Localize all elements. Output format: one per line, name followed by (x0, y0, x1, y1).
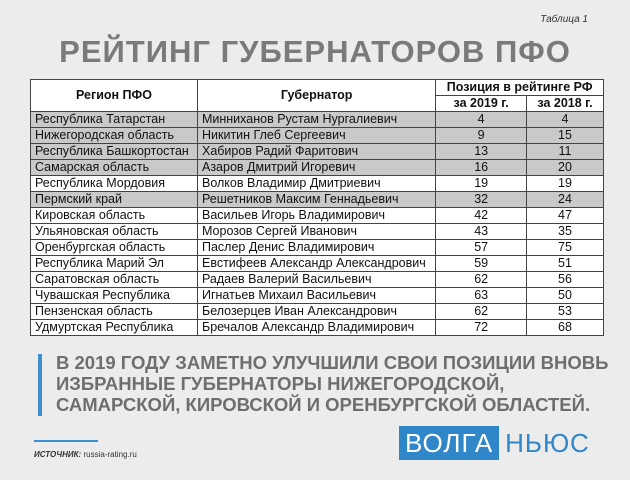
cell-governor: Белозерцев Иван Александрович (197, 304, 435, 320)
source-divider (34, 440, 98, 442)
cell-governor: Решетников Максим Геннадьевич (197, 192, 435, 208)
cell-2019: 42 (436, 208, 527, 224)
header-governor: Губернатор (197, 80, 435, 112)
cell-2018: 19 (527, 176, 604, 192)
cell-2019: 57 (436, 240, 527, 256)
table-row (31, 320, 604, 336)
cell-region: Оренбургская область (31, 240, 198, 256)
cell-governor: Минниханов Рустам Нургалиевич (197, 112, 435, 128)
cell-region: Ульяновская область (31, 224, 198, 240)
table-row (31, 272, 604, 288)
cell-governor: Паслер Денис Владимирович (197, 240, 435, 256)
cell-2018: 68 (527, 320, 604, 336)
cell-2018: 56 (527, 272, 604, 288)
cell-region: Республика Башкортостан (31, 144, 198, 160)
cell-region: Нижегородская область (31, 128, 198, 144)
cell-2018: 24 (527, 192, 604, 208)
table-row (31, 160, 604, 176)
cell-2018: 20 (527, 160, 604, 176)
cell-2019: 63 (436, 288, 527, 304)
cell-2019: 4 (436, 112, 527, 128)
cell-governor: Никитин Глеб Сергеевич (197, 128, 435, 144)
cell-2019: 62 (436, 304, 527, 320)
source-credit (34, 450, 137, 459)
source-label: ИСТОЧНИК: (34, 450, 82, 459)
cell-region: Самарская область (31, 160, 198, 176)
cell-2019: 59 (436, 256, 527, 272)
table-row (31, 176, 604, 192)
cell-region: Республика Татарстан (31, 112, 198, 128)
cell-2018: 47 (527, 208, 604, 224)
cell-region: Саратовская область (31, 272, 198, 288)
table-row (31, 224, 604, 240)
cell-region: Республика Мордовия (31, 176, 198, 192)
note-accent-bar (38, 354, 42, 416)
header-year-2019: за 2019 г. (436, 96, 527, 112)
cell-governor: Бречалов Александр Владимирович (197, 320, 435, 336)
cell-governor: Азаров Дмитрий Игоревич (197, 160, 435, 176)
cell-2018: 53 (527, 304, 604, 320)
cell-governor: Волков Владимир Дмитриевич (197, 176, 435, 192)
cell-region: Пензенская область (31, 304, 198, 320)
summary-note: В 2019 ГОДУ ЗАМЕТНО УЛУЧШИЛИ СВОИ ПОЗИЦИИ ВНОВЬ ИЗБРАННЫЕ ГУБЕРНАТОРЫ НИЖЕГОРОДСКОЙ, САМАРСКОЙ, КИРОВСКОЙ И ОРЕНБУРГСКОЙ ОБЛАСТЕЙ. (56, 352, 609, 415)
cell-governor: Радаев Валерий Васильевич (197, 272, 435, 288)
rating-table (30, 79, 604, 336)
cell-2018: 4 (527, 112, 604, 128)
table-row (31, 128, 604, 144)
table-row (31, 112, 604, 128)
cell-region: Удмуртская Республика (31, 320, 198, 336)
table-row (31, 240, 604, 256)
cell-2019: 72 (436, 320, 527, 336)
cell-2019: 19 (436, 176, 527, 192)
cell-governor: Игнатьев Михаил Васильевич (197, 288, 435, 304)
cell-2019: 16 (436, 160, 527, 176)
cell-2018: 11 (527, 144, 604, 160)
cell-governor: Хабиров Радий Фаритович (197, 144, 435, 160)
cell-region: Республика Марий Эл (31, 256, 198, 272)
logo-part-volga: ВОЛГА (399, 426, 499, 460)
header-year-2018: за 2018 г. (527, 96, 604, 112)
table-row (31, 288, 604, 304)
source-value: russia-rating.ru (83, 450, 137, 459)
table-row (31, 144, 604, 160)
cell-2019: 32 (436, 192, 527, 208)
cell-2018: 51 (527, 256, 604, 272)
cell-region: Кировская область (31, 208, 198, 224)
table-row (31, 208, 604, 224)
cell-region: Пермский край (31, 192, 198, 208)
cell-governor: Морозов Сергей Иванович (197, 224, 435, 240)
cell-2018: 50 (527, 288, 604, 304)
table-number-label: Таблица 1 (540, 14, 588, 25)
header-position: Позиция в рейтинге РФ (436, 80, 604, 96)
cell-2018: 35 (527, 224, 604, 240)
cell-2019: 13 (436, 144, 527, 160)
cell-governor: Васильев Игорь Владимирович (197, 208, 435, 224)
table-row (31, 256, 604, 272)
logo-part-news: НЬЮС (505, 428, 590, 458)
cell-2019: 9 (436, 128, 527, 144)
page-title: РЕЙТИНГ ГУБЕРНАТОРОВ ПФО (59, 34, 571, 69)
cell-region: Чувашская Республика (31, 288, 198, 304)
cell-governor: Евстифеев Александр Александрович (197, 256, 435, 272)
cell-2018: 15 (527, 128, 604, 144)
cell-2018: 75 (527, 240, 604, 256)
volga-news-logo (399, 426, 590, 460)
table-row (31, 304, 604, 320)
header-region: Регион ПФО (31, 80, 198, 112)
table-row (31, 192, 604, 208)
cell-2019: 43 (436, 224, 527, 240)
cell-2019: 62 (436, 272, 527, 288)
